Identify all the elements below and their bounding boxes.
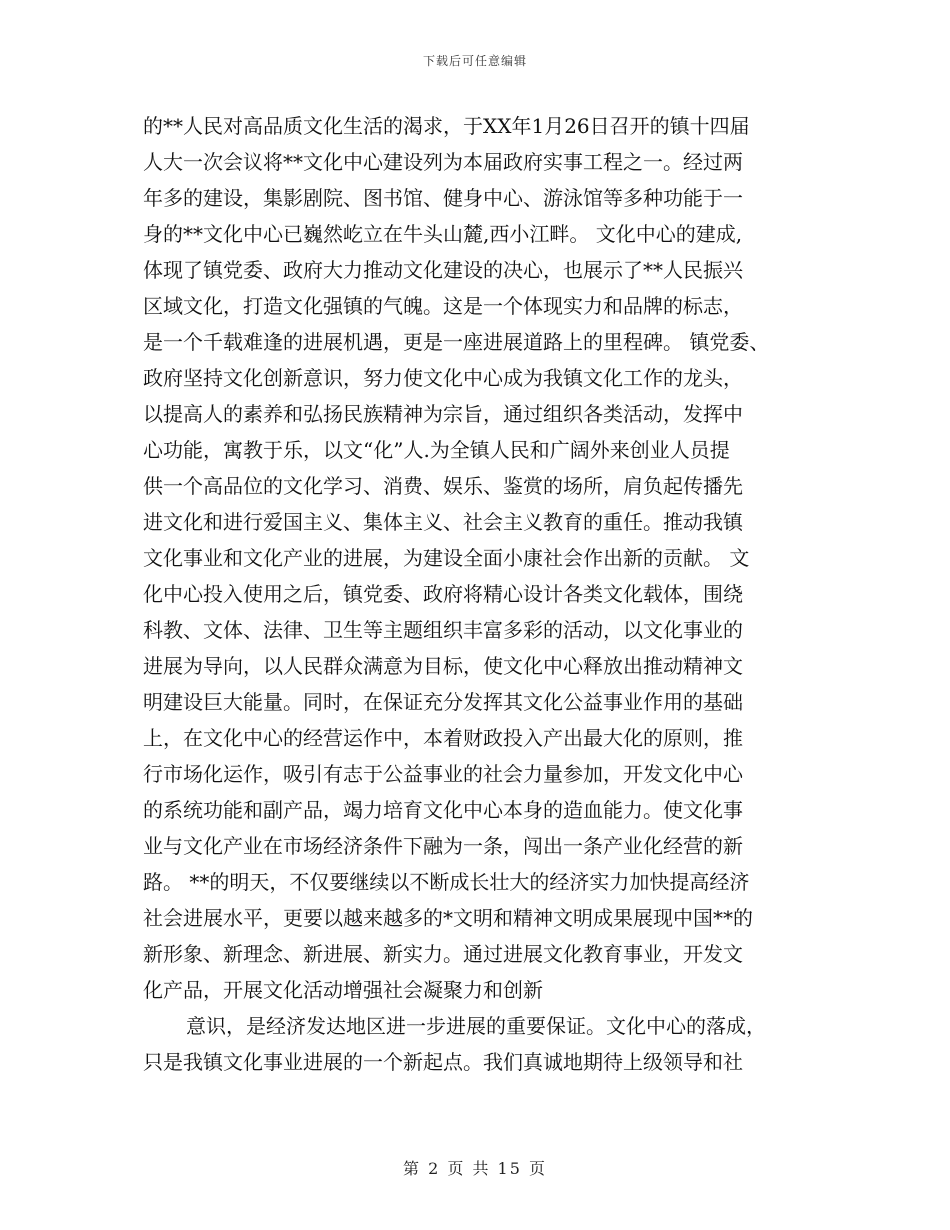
text-line: 体现了镇党委、政府大力推动文化建设的决心，也展示了**人民振兴 bbox=[143, 258, 743, 282]
text-line: 社会进展水平，更要以越来越多的*文明和精神文明成果展现中国**的 bbox=[143, 906, 753, 930]
text-line: 路。 **的明天，不仅要继续以不断成长壮大的经济实力加快提高经济 bbox=[143, 870, 750, 894]
text-line: 上，在文化中心的经营运作中，本着财政投入产出最大化的原则，推 bbox=[143, 726, 743, 750]
text-line: 区域文化，打造文化强镇的气魄。这是一个体现实力和品牌的标志， bbox=[143, 294, 743, 318]
text-line: 进文化和进行爱国主义、集体主义、社会主义教育的重任。推动我镇 bbox=[143, 510, 743, 534]
text-line: 的系统功能和副产品，竭力培育文化中心本身的造血能力。使文化事 bbox=[143, 798, 743, 822]
text-line: 化中心投入使用之后，镇党委、政府将精心设计各类文化载体，围绕 bbox=[143, 582, 743, 606]
text-line: 行市场化运作，吸引有志于公益事业的社会力量参加，开发文化中心 bbox=[143, 762, 743, 786]
text-line: 政府坚持文化创新意识，努力使文化中心成为我镇文化工作的龙头， bbox=[143, 366, 743, 390]
text-line: 只是我镇文化事业进展的一个新起点。我们真诚地期待上级领导和社 bbox=[143, 1050, 743, 1074]
text-line: 是一个千载难逢的进展机遇，更是一座进展道路上的里程碑。 镇党委、 bbox=[143, 330, 770, 354]
page-header: 下载后可任意编辑 bbox=[422, 54, 527, 68]
text-line-paragraph-start: 意识，是经济发达地区进一步进展的重要保证。文化中心的落成， bbox=[186, 1014, 766, 1038]
text-line: 新形象、新理念、新进展、新实力。通过进展文化教育事业，开发文 bbox=[143, 942, 743, 966]
text-line: 进展为导向，以人民群众满意为目标，使文化中心释放出推动精神文 bbox=[143, 654, 743, 678]
text-line: 以提高人的素养和弘扬民族精神为宗旨，通过组织各类活动，发挥中 bbox=[143, 402, 743, 426]
text-line: 化产品，开展文化活动增强社会凝聚力和创新 bbox=[143, 978, 543, 1002]
text-line: 科教、文体、法律、卫生等主题组织丰富多彩的活动，以文化事业的 bbox=[143, 618, 743, 642]
text-line: 文化事业和文化产业的进展，为建设全面小康社会作出新的贡献。 文 bbox=[143, 546, 750, 570]
text-line: 人大一次会议将**文化中心建设列为本届政府实事工程之一。经过两 bbox=[143, 150, 743, 174]
text-line: 心功能，寓教于乐，以文“化”人.为全镇人民和广阔外来创业人员提 bbox=[143, 438, 730, 462]
text-line: 的**人民对高品质文化生活的渴求，于XX年1月26日召开的镇十四届 bbox=[143, 114, 750, 138]
text-line: 年多的建设，集影剧院、图书馆、健身中心、游泳馆等多种功能于一 bbox=[143, 186, 743, 210]
text-line: 明建设巨大能量。同时，在保证充分发挥其文化公益事业作用的基础 bbox=[143, 690, 743, 714]
text-line: 供一个高品位的文化学习、消费、娱乐、鉴赏的场所，肩负起传播先 bbox=[143, 474, 743, 498]
page-footer: 第 2 页 共 15 页 bbox=[403, 1159, 547, 1178]
document-body bbox=[143, 108, 823, 1080]
text-line: 身的**文化中心已巍然屹立在牛头山麓,西小江畔。 文化中心的建成, bbox=[143, 222, 743, 246]
text-line: 业与文化产业在市场经济条件下融为一条，闯出一条产业化经营的新 bbox=[143, 834, 743, 858]
